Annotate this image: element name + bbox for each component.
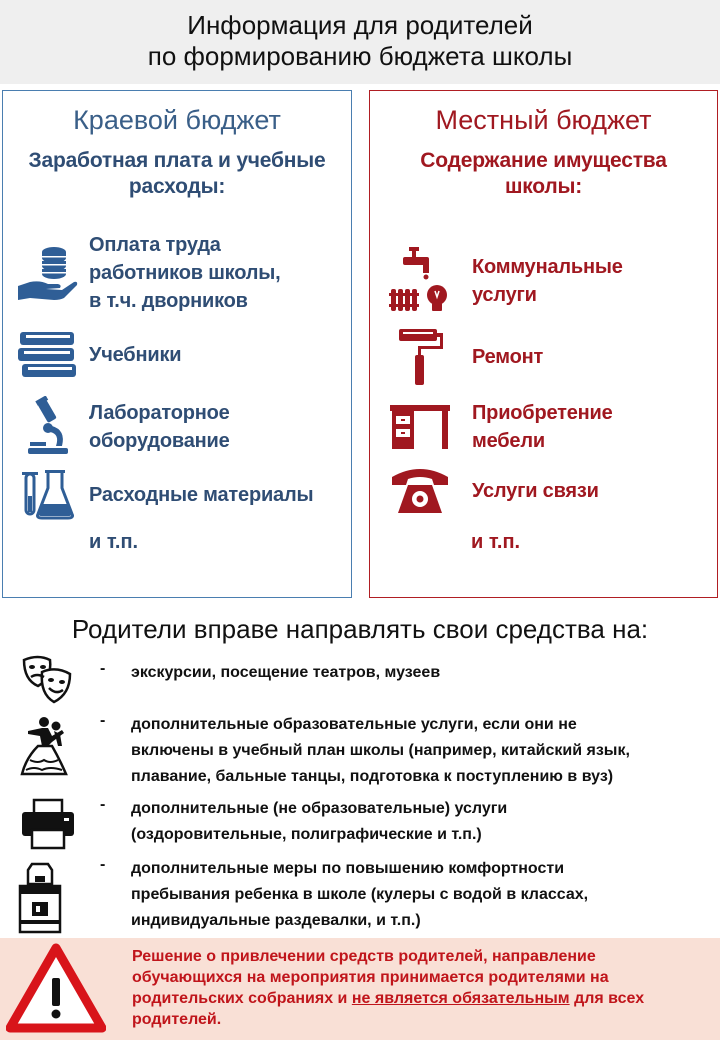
parents-item-non-education-line1: дополнительные (не образовательные) услуги: [131, 800, 508, 817]
warning-line4: родителей.: [132, 1011, 222, 1028]
local-item-communication: [388, 459, 599, 523]
parents-item-comfort-line2: пребывания ребенка в школе (кулеры с водой в классах,: [131, 886, 589, 903]
local-item-utilities-line1: Коммунальные: [472, 256, 623, 278]
parents-section-title: Родители вправе направлять свои средства на:: [71, 614, 649, 644]
parents-item-education-line2: включены в учебный план школы (например, китайский язык,: [131, 742, 630, 759]
warning-line2: обучающихся на мероприятия принимается родителями на: [132, 969, 609, 986]
warning-text: [132, 946, 716, 1030]
warning-line3-suffix: для всех: [569, 990, 645, 1007]
printer-icon: [18, 796, 78, 856]
local-item-furniture-line1: Приобретение: [472, 402, 613, 424]
regional-budget-title: Краевой бюджет: [73, 105, 281, 135]
parents-item-education-line1: дополнительные образовательные услуги, если они не: [131, 716, 577, 733]
desk-icon: [388, 395, 452, 459]
telephone-icon: [388, 459, 452, 523]
local-item-repair: [388, 325, 543, 389]
parents-item-comfort-line1: дополнительные меры по повышению комфортности: [131, 860, 565, 877]
local-item-utilities: [388, 249, 623, 313]
local-subtitle-line2: школы:: [504, 175, 583, 198]
local-item-repair-line1: Ремонт: [472, 346, 544, 368]
bullet-dash: -: [100, 660, 106, 677]
flask-icon: [15, 463, 79, 527]
regional-subtitle-line1: Заработная плата и учебные: [28, 149, 326, 172]
bullet-dash: -: [100, 856, 106, 873]
warning-triangle-icon: [6, 942, 106, 1034]
regional-item-lab-line2: оборудование: [89, 430, 230, 452]
header-title-line1: Информация для родителей: [187, 10, 533, 40]
regional-item-textbooks: [15, 323, 181, 387]
regional-budget-panel: [2, 90, 352, 598]
parents-item-non-education-line2: (оздоровительные, полиграфические и т.п.): [131, 826, 482, 843]
warning-line1: Решение о привлечении средств родителей, направление: [132, 948, 596, 965]
local-budget-panel: [369, 90, 718, 598]
local-subtitle-line1: Содержание имущества: [420, 149, 667, 172]
water-cooler-icon: [18, 862, 78, 922]
local-budget-subtitle: [370, 148, 717, 200]
warning-emphasis: не является обязательным: [351, 990, 570, 1007]
parents-item-education-line3: плавание, бальные танцы, подготовка к поступлению в вуз): [131, 768, 614, 785]
local-etc: и т.п.: [471, 531, 521, 553]
regional-item-salary-line3: в т.ч. дворников: [89, 290, 248, 312]
warning-line3-prefix: родительских собраниях и: [132, 990, 352, 1007]
warning-box: [0, 938, 720, 1040]
header-title-line2: по формированию бюджета школы: [147, 41, 573, 71]
regional-item-consumables: [15, 463, 313, 527]
bullet-dash: -: [100, 796, 106, 813]
regional-etc: и т.п.: [89, 531, 139, 553]
coins-hand-icon: [15, 241, 79, 305]
regional-item-salary-line1: Оплата труда: [89, 234, 221, 256]
local-item-furniture-line2: мебели: [472, 430, 545, 452]
parents-item-comfort-line3: индивидуальные раздевалки, и т.п.): [131, 912, 421, 929]
local-item-furniture: [388, 395, 613, 459]
microscope-icon: [15, 395, 79, 459]
bullet-dash: -: [100, 712, 106, 729]
theater-masks-icon: [18, 652, 78, 712]
local-budget-title: Местный бюджет: [435, 105, 652, 135]
warning-line3: [132, 988, 716, 1009]
paint-roller-icon: [388, 325, 452, 389]
utilities-icon: [388, 249, 452, 313]
regional-item-salary-line2: работников школы,: [89, 262, 281, 284]
local-item-communication-line1: Услуги связи: [472, 480, 599, 502]
regional-item-lab-equipment: [15, 395, 230, 459]
regional-item-textbooks-line1: Учебники: [89, 344, 182, 366]
regional-item-consumables-line1: Расходные материалы: [89, 484, 314, 506]
regional-item-salary: [15, 231, 280, 315]
page-header: [0, 0, 720, 84]
parents-item-excursions-line1: экскурсии, посещение театров, музеев: [131, 664, 441, 681]
books-icon: [15, 323, 79, 387]
local-item-utilities-line2: услуги: [472, 284, 537, 306]
dancers-icon: [18, 716, 78, 776]
regional-item-lab-line1: Лабораторное: [89, 402, 230, 424]
regional-budget-subtitle: [3, 148, 351, 200]
regional-subtitle-line2: расходы:: [128, 175, 226, 198]
